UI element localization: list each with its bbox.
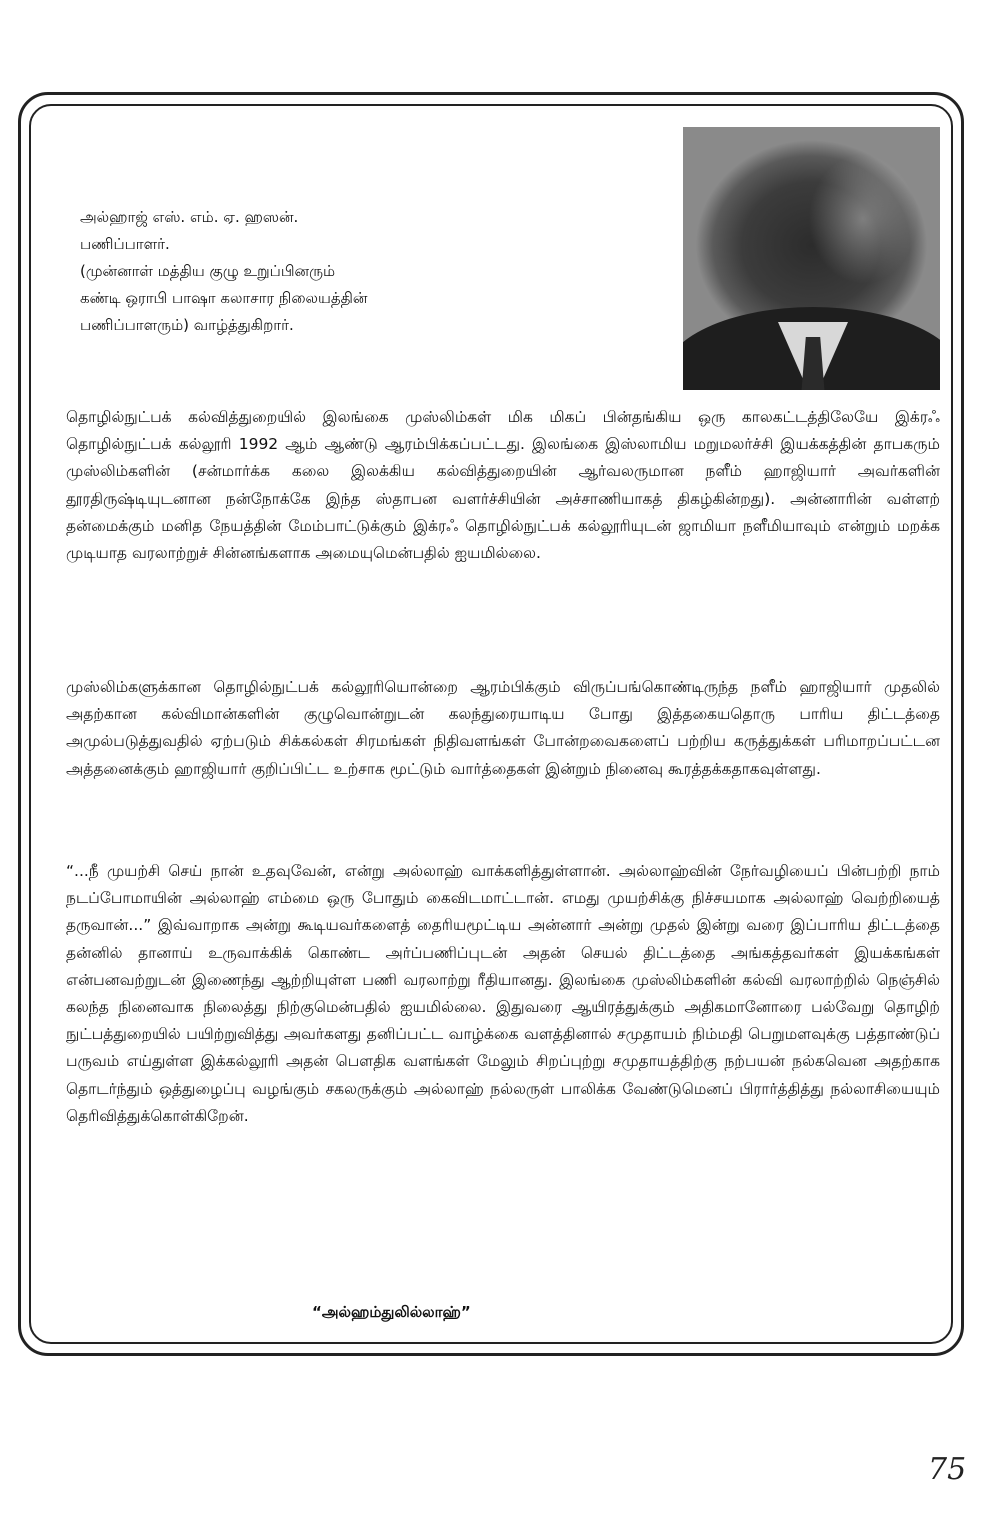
author-note-line3: பணிப்பாளரும்) வாழ்த்துகிறார். — [80, 316, 294, 334]
author-photo — [683, 127, 940, 390]
author-role: பணிப்பாளர். — [80, 235, 170, 253]
author-note-line2: கண்டி ஒராபி பாஷா கலாசார நிலையத்தின் — [80, 289, 368, 307]
paragraph-1: தொழில்நுட்பக் கல்வித்துறையில் இலங்கை முஸ்லிம்கள் மிக மிகப் பின்தங்கிய ஒரு காலகட்டத்திலேயே இக்ரஃ தொழில்நுட்பக் கல்லூரி 1992 ஆம் ஆண்டு ஆரம்பிக்கப்பட்டது. இலங்கை இஸ்லாமிய மறுமலர்ச்சி இயக்கத்தின் தாபகரும் முஸ்லிம்களின் (சன்மார்க்க கலை இலக்கிய கல்வித்துறையின் ஆர்வலருமான நளீம் ஹாஜியார் அவர்களின் தூரதிருஷ்டியுடனான நன்நோக்கே இந்த ஸ்தாபன வளர்ச்சியின் அச்சாணியாகத் திகழ்கின்றது). அன்னாரின் வள்ளற் தன்மைக்கும் மனித நேயத்தின் மேம்பாட்டுக்கும் இக்ரஃ தொழில்நுட்பக் கல்லூரியுடன் ஜாமியா நளீமியாவும் என்றும் மறக்க முடியாத வரலாற்றுச் சின்னங்களாக அமையுமென்பதில் ஐயமில்லை. — [66, 408, 940, 563]
paragraph-2: முஸ்லிம்களுக்கான தொழில்நுட்பக் கல்லூரியொன்றை ஆரம்பிக்கும் விருப்பங்கொண்டிருந்த நளீம் ஹாஜியார் முதலில் அதற்கான கல்விமான்களின் குழுவொன்றுடன் கலந்துரையாடிய போது இத்தகையதொரு பாரிய திட்டத்தை அமுல்படுத்துவதில் ஏற்படும் சிக்கல்கள் சிரமங்கள் நிதிவளங்கள் போன்றவைகளைப் பற்றிய கருத்துக்கள் பரிமாறப்பட்டன அத்தனைக்கும் ஹாஜியார் குறிப்பிட்ட உற்சாக மூட்டும் வார்த்தைகள் இன்றும் நினைவு கூரத்தக்கதாகவுள்ளது. — [66, 678, 940, 778]
author-name: அல்ஹாஜ் எஸ். எம். ஏ. ஹஸன். — [80, 208, 299, 226]
author-note-line1: (முன்னாள் மத்திய குழு உறுப்பினரும் — [80, 262, 336, 280]
paragraph-3: “...நீ முயற்சி செய் நான் உதவுவேன், என்று அல்லாஹ் வாக்களித்துள்ளான். அல்லாஹ்வின் நேர்வழியைப் பின்பற்றி நாம் நடப்போமாயின் அல்லாஹ் எம்மை ஒரு போதும் கைவிடமாட்டான். எமது முயற்சிக்கு நிச்சயமாக அல்லாஹ் வெற்றியைத் தருவான்...” இவ்வாறாக அன்று கூடியவர்களைத் தைரியமூட்டிய அன்னார் அன்று முதல் இன்று வரை இப்பாரிய திட்டத்தை தன்னில் தானாய் உருவாக்கிக் கொண்ட அர்ப்பணிப்புடன் அதன் செயல் திட்டத்தை அங்கத்தவர்கள் இயக்கங்கள் என்பனவற்றுடன் இணைந்து ஆற்றியுள்ள பணி வரலாற்று ரீதியானது. இலங்கை முஸ்லிம்களின் கல்வி வரலாற்றில் நெஞ்சில் கலந்த நினைவாக நிலைத்து நிற்குமென்பதில் ஐயமில்லை. இதுவரை ஆயிரத்துக்கும் அதிகமானோரை பல்வேறு தொழிற் நுட்பத்துறையில் பயிற்றுவித்து அவர்களது தனிப்பட்ட வாழ்க்கை வளத்தினால் சமுதாயம் நிம்மதி பெறுமளவுக்கு பத்தாண்டுப் பருவம் எய்துள்ள இக்கல்லூரி அதன் பௌதிக வளங்கள் மேலும் சிறப்புற்று சமுதாயத்திற்கு நற்பயன் நல்கவென அதற்காக தொடர்ந்தும் ஒத்துழைப்பு வழங்கும் சகலருக்கும் அல்லாஹ் நல்லருள் பாலிக்க வேண்டுமெனப் பிரார்த்தித்து நல்லாசியையும் தெரிவித்துக்கொள்கிறேன். — [66, 862, 940, 1125]
closing-phrase: “அல்ஹம்துலில்லாஹ்” — [312, 1303, 471, 1321]
author-details — [80, 204, 620, 339]
page-number: 75 — [928, 1452, 967, 1487]
